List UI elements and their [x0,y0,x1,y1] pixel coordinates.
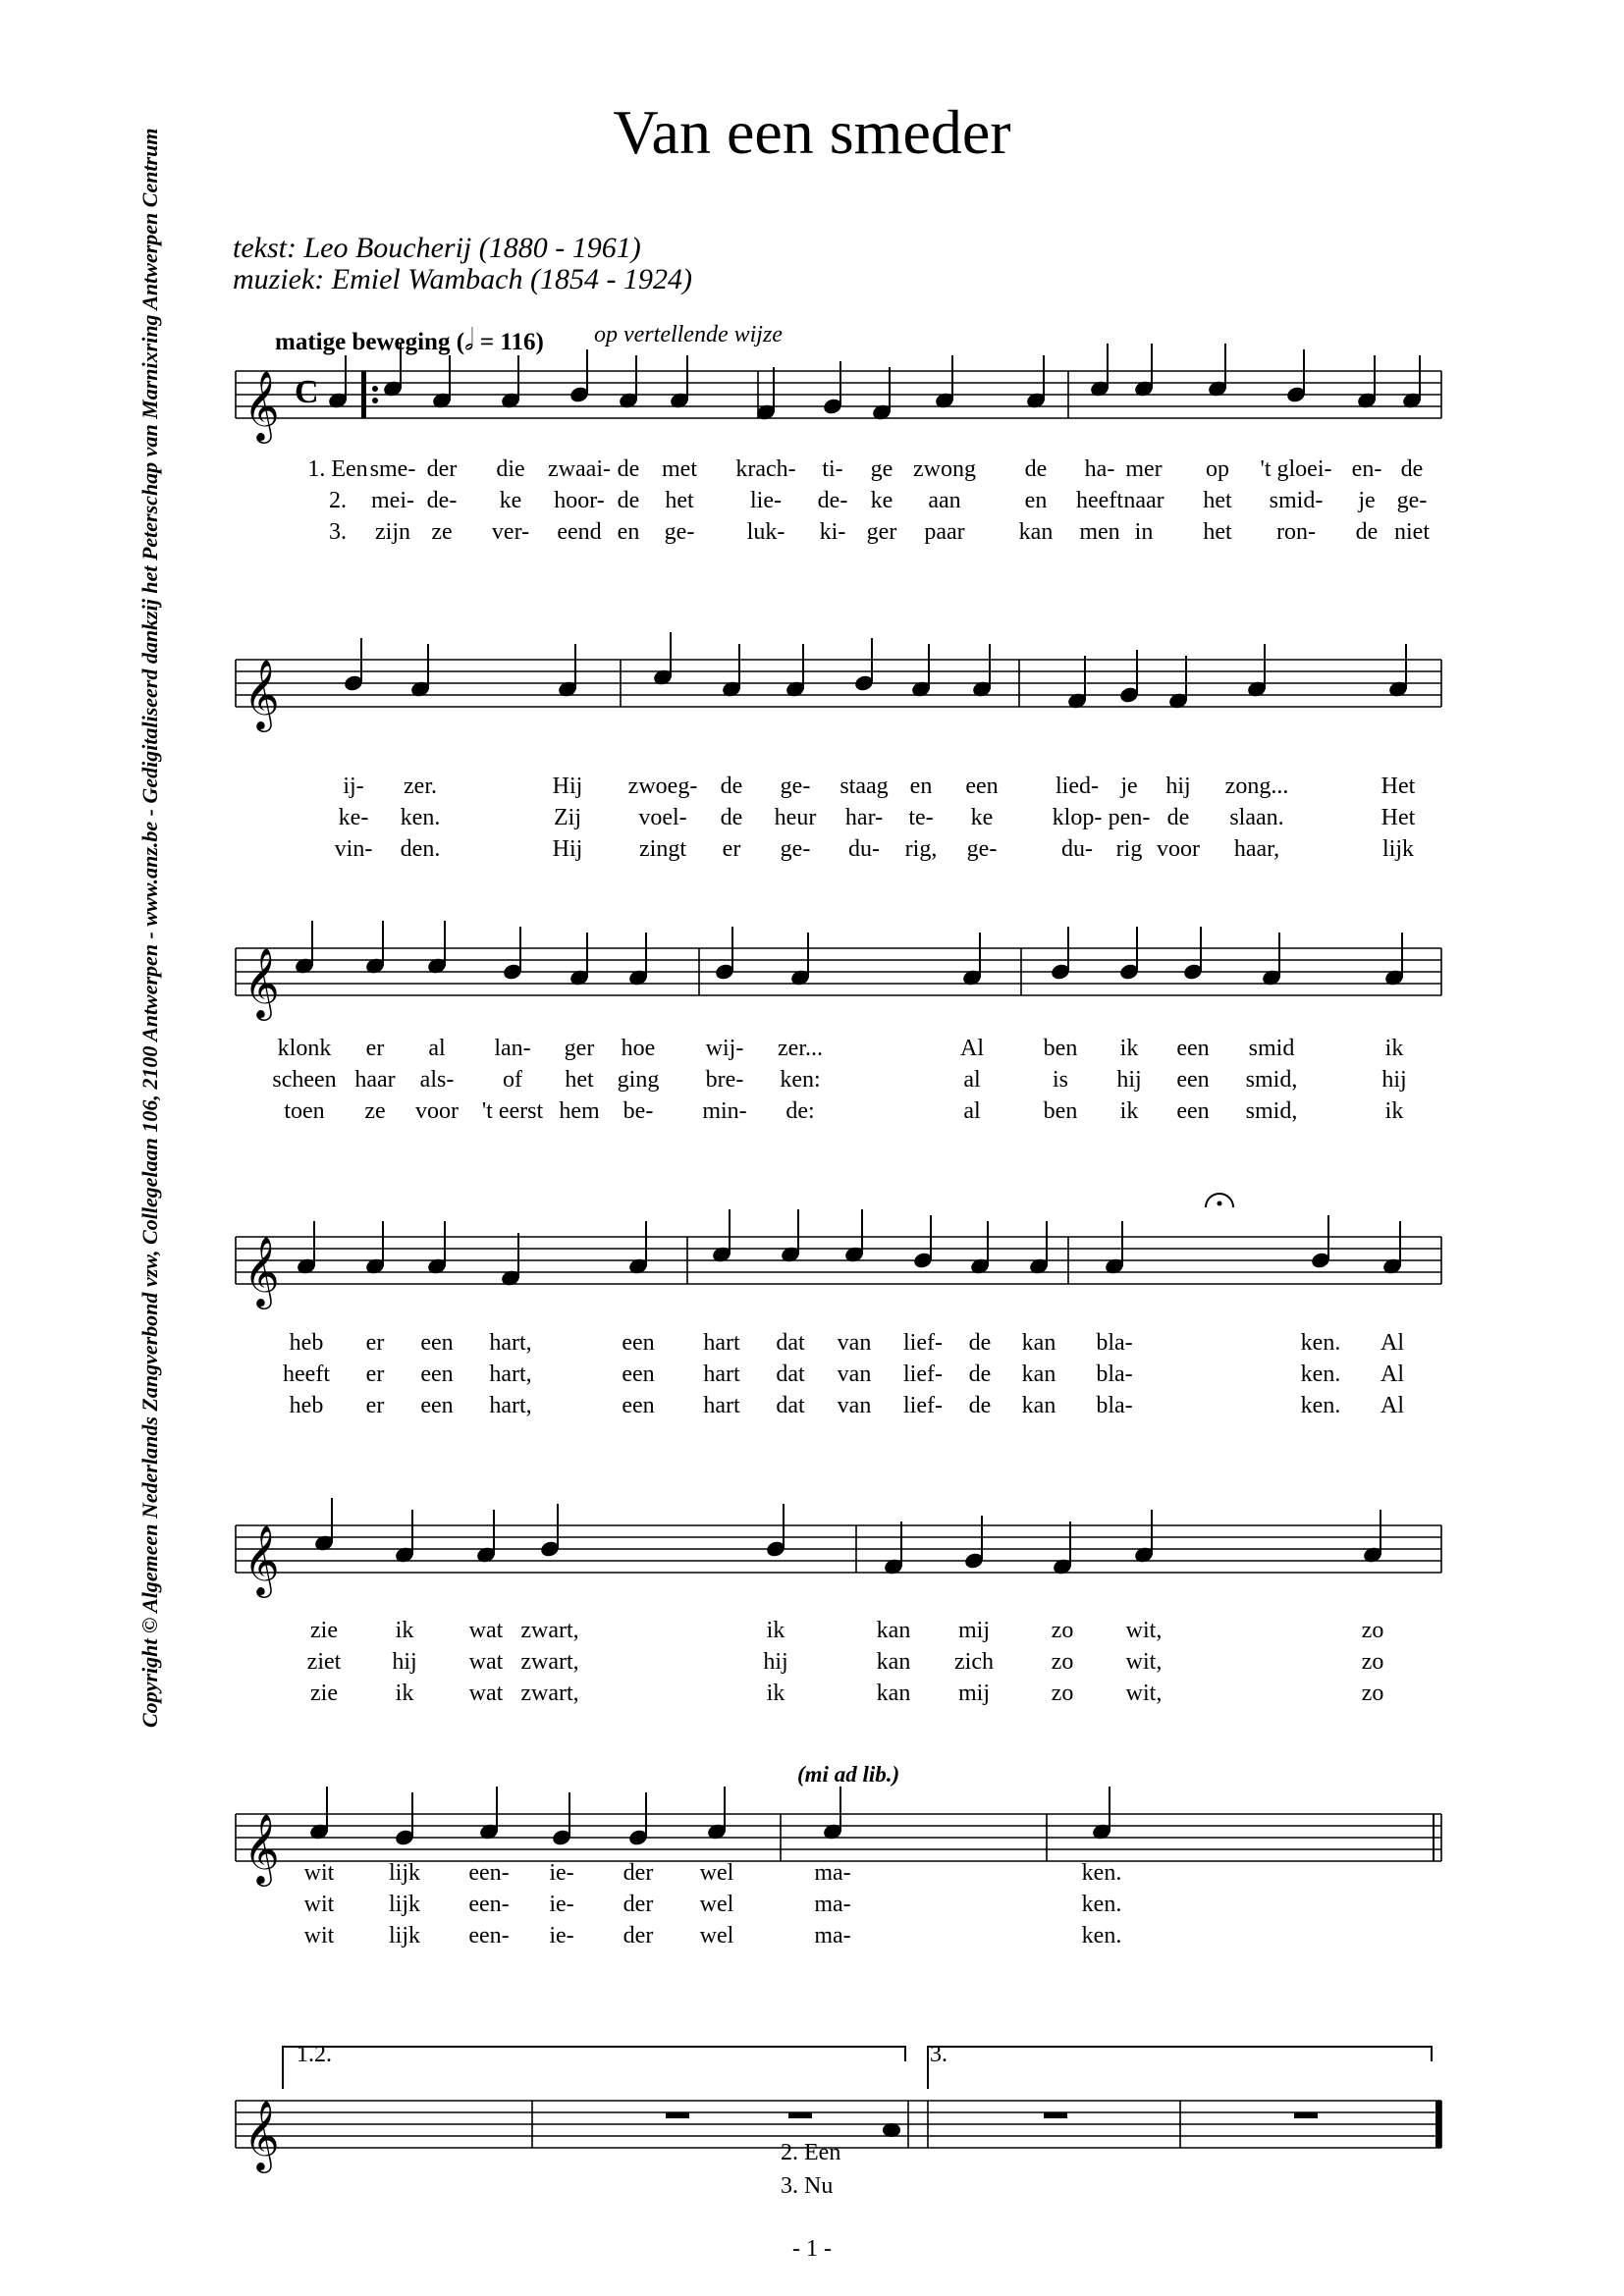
lyric-syllable: van [837,1393,872,1418]
lyric-syllable: niet [1394,519,1430,545]
lyric-syllable: zijn [375,519,410,545]
lyric-syllable: ge- [780,774,811,799]
lyric-syllable: de [1166,805,1190,830]
lyric-syllable: smid, [1245,1067,1298,1093]
lyric-syllable: hij [392,1649,417,1675]
treble-clef-icon: 𝄞 [244,946,280,1018]
lyric-syllable: de [617,456,640,482]
lyric-syllable: ma- [814,1892,851,1917]
lyric-syllable: het [665,488,694,513]
lyric-syllable: ron- [1276,519,1316,545]
lyric-syllable: smid, [1245,1098,1298,1124]
tempo-description: op vertellende wijze [594,322,783,347]
half-note-icon: 𝅗𝅥 [464,324,474,356]
lyric-syllable: het [1203,488,1232,513]
lyric-syllable: de: [785,1098,815,1124]
lyric-syllable: slaan. [1229,805,1284,830]
lyric-syllable: 1. Een [307,456,368,482]
lyric-syllable: een [420,1362,454,1387]
lyric-syllable: ke [970,805,994,830]
lyric-syllable: ge- [664,519,695,545]
lyric-syllable: heur [774,805,817,830]
lyric-syllable: ti- [822,456,843,482]
lyric-syllable: zer. [404,774,437,799]
lyric-syllable: ik [395,1681,414,1706]
lyric-syllable: klonk [277,1036,332,1061]
lyric-syllable: mei- [371,488,414,513]
treble-clef-icon: 𝄞 [244,1235,280,1307]
lyric-syllable: hij [1116,1067,1142,1093]
lyric-syllable: zwoeg- [627,774,698,799]
lyric-syllable: du- [1061,836,1093,862]
lyric-syllable: ken. [1300,1393,1341,1418]
lyric-syllable: heeft [283,1362,330,1387]
lyric-syllable: een [622,1330,655,1356]
lyric-syllable: een [1176,1098,1210,1124]
lyric-syllable: ik [1384,1036,1404,1061]
lyric-syllable: ki- [819,519,846,545]
lyric-syllable: klop- [1052,805,1103,830]
lyric-syllable: als- [419,1067,455,1093]
whole-rest [666,2112,689,2118]
staff-system-3 [236,946,1441,1021]
lyric-syllable: ge- [780,836,811,862]
lyric-syllable: lief- [903,1330,943,1356]
lyric-syllable: staag [839,774,889,799]
lyric-syllable: wel [699,1892,734,1917]
lyric-syllable: ik [1119,1098,1139,1124]
lyric-syllable: zwong [913,456,976,482]
lyric-syllable: har- [844,805,884,830]
lyric-syllable: der [426,456,458,482]
lyric-syllable: dat [776,1330,805,1356]
lyric-syllable: scheen [272,1067,337,1093]
lyric-syllable: ger [564,1036,595,1061]
treble-clef-icon: 𝄞 [244,2099,280,2170]
lyric-syllable: toen [284,1098,325,1124]
lyric-syllable: ging [617,1067,660,1093]
lyric-syllable: lie- [750,488,782,513]
lyric-syllable: is [1052,1067,1069,1093]
lyric-syllable: bla- [1096,1330,1133,1356]
lyric-syllable: Hij [552,774,583,799]
lyric-syllable: men [1079,519,1120,545]
lyric-syllable: Al [1380,1330,1404,1356]
lyric-syllable: zong... [1224,774,1289,799]
second-ending-label: 3. [930,2042,947,2067]
lyric-syllable: ik [766,1618,785,1643]
lyric-syllable: in [1134,519,1154,545]
lyric-syllable: be- [623,1098,654,1124]
lyric-syllable: je [1120,774,1138,799]
treble-clef-icon: 𝄞 [244,1523,280,1595]
lyric-syllable: ik [395,1618,414,1643]
lyric-syllable: wel [699,1923,734,1949]
lyric-syllable: lijk [1381,836,1415,862]
lyric-syllable: bla- [1096,1393,1133,1418]
lyric-syllable: hem [559,1098,600,1124]
lyric-syllable: dat [776,1393,805,1418]
lyric-syllable: hart, [489,1393,532,1418]
lyric-syllable: ge- [966,836,998,862]
lyric-syllable: ge [870,456,893,482]
lyric-syllable: en- [1351,456,1382,482]
lyric-syllable: hart [703,1330,740,1356]
lyric-syllable: Hij [552,836,583,862]
lyric-syllable: die [496,456,525,482]
lyric-syllable: mij [957,1618,991,1643]
lyric-syllable: ken: [780,1067,821,1093]
lyric-syllable: ie- [549,1892,574,1917]
lyric-syllable: zwaai- [548,456,611,482]
lyric-syllable: de [968,1330,992,1356]
lyric-syllable: de [1355,519,1379,545]
lyric-syllable: der [623,1892,654,1917]
lyric-syllable: zwart, [520,1618,579,1643]
lyric-syllable: ie- [549,1923,574,1949]
lyric-syllable: de [617,488,640,513]
treble-clef-icon: 𝄞 [244,1812,280,1884]
lyric-syllable: heb [289,1330,324,1356]
lyric-syllable: of [503,1067,522,1093]
final-barline [1435,2101,1441,2148]
lyric-syllable: een- [468,1860,510,1886]
lyric-syllable: ziet [306,1649,342,1675]
lyric-syllable: zo [1361,1681,1384,1706]
lyric-syllable: naar [1123,488,1164,513]
lyric-syllable: hart [703,1393,740,1418]
lyric-syllable: de [720,805,743,830]
lyric-syllable: wat [468,1649,504,1675]
lyric-syllable: wit, [1125,1649,1163,1675]
lyric-syllable: lief- [903,1362,943,1387]
lyric-syllable: ik [1384,1098,1404,1124]
staff-system-5 [236,1523,1441,1598]
lyric-syllable: ha- [1084,456,1115,482]
lyric-syllable: lief- [903,1393,943,1418]
staff-system-4 [236,1235,1441,1309]
lyric-syllable: mer [1125,456,1163,482]
lyric-syllable: der [623,1860,654,1886]
lyric-syllable: kan [876,1681,911,1706]
pickup-lyric-verse-2: 2. Een [781,2140,841,2165]
lyric-syllable: op [1206,456,1229,482]
lyric-syllable: zwart, [520,1649,579,1675]
lyric-syllable: luk- [746,519,785,545]
lyric-syllable: Het [1380,805,1416,830]
lyric-syllable: der [623,1923,654,1949]
lyric-syllable: er [365,1330,385,1356]
lyric-syllable: wat [468,1618,504,1643]
lyric-syllable: zo [1051,1681,1074,1706]
tempo-label: matige beweging ( [275,329,465,355]
treble-clef-icon: 𝄞 [244,658,280,729]
first-ending-bracket [283,2047,905,2089]
lyric-syllable: wit [303,1923,335,1949]
lyric-syllable: 't eerst [481,1098,544,1124]
lyric-syllable: ken. [1300,1362,1341,1387]
lyric-syllable: al [963,1067,981,1093]
lyric-syllable: rig, [904,836,938,862]
lyric-syllable: van [837,1330,872,1356]
lyric-syllable: het [565,1067,594,1093]
lyric-syllable: lied- [1056,774,1099,799]
lyric-syllable: lijk [388,1923,421,1949]
treble-clef-icon: 𝄞 [244,369,280,441]
lyric-syllable: smid [1248,1036,1295,1061]
lyric-syllable: den. [400,836,441,862]
lyric-syllable: haar [354,1067,396,1093]
lyric-syllable: ken. [1081,1923,1122,1949]
lyric-syllable: bre- [705,1067,744,1093]
page-number: - 1 - [792,2236,832,2262]
lyric-syllable: du- [848,836,880,862]
lyric-syllable: hoe [621,1036,656,1061]
pickup-lyric-verse-3: 3. Nu [781,2173,834,2199]
lyric-syllable: ben [1043,1098,1078,1124]
lyric-syllable: rig [1115,836,1143,862]
lyric-syllable: hij [1165,774,1191,799]
repeat-start-barline [361,371,366,418]
lyric-syllable: zwart, [520,1681,579,1706]
lyric-syllable: het [1203,519,1232,545]
lyric-syllable: een [1176,1067,1210,1093]
lyric-syllable: kan [876,1618,911,1643]
lyric-syllable: krach- [735,456,796,482]
lyric-syllable: de [720,774,743,799]
lyric-syllable: zie [310,1681,338,1706]
lyric-syllable: al [963,1098,981,1124]
tempo-value: = 116) [473,329,544,355]
lyric-syllable: en [1024,488,1048,513]
lyric-syllable: kan [876,1649,911,1675]
lyric-syllable: ie- [549,1860,574,1886]
lyric-syllable: ger [866,519,897,545]
lyric-syllable: voel- [638,805,687,830]
lyric-syllable: met [662,456,697,482]
lyric-syllable: kan [1021,1393,1056,1418]
lyric-syllable: er [722,836,741,862]
lyric-syllable: een [965,774,999,799]
lyric-syllable: de- [426,488,458,513]
lyric-syllable: ij- [343,774,364,799]
lyric-syllable: ge- [1396,488,1428,513]
lyric-syllable: ik [1119,1036,1139,1061]
lyric-syllable: 't gloei- [1260,456,1332,482]
lyric-syllable: kan [1021,1330,1056,1356]
lyric-syllable: sme- [369,456,416,482]
lyric-syllable: voor [1157,836,1200,862]
lyric-syllable: wat [468,1681,504,1706]
lyric-syllable: eend [557,519,602,545]
lyric-syllable: kan [1018,519,1054,545]
lyric-syllable: een- [468,1923,510,1949]
lyric-syllable: een- [468,1892,510,1917]
common-time-signature: C [295,374,319,410]
lyric-syllable: haar, [1233,836,1280,862]
lyric-syllable: te- [908,805,934,830]
whole-rest [1044,2112,1067,2118]
lyric-syllable: ver- [491,519,530,545]
lyric-syllable: zingt [639,836,686,862]
lyric-syllable: lan- [494,1036,531,1061]
lyric-syllable: Al [960,1036,984,1061]
lyric-syllable: zo [1361,1649,1384,1675]
lyric-syllable: de [1400,456,1424,482]
lyric-syllable: heb [289,1393,324,1418]
lyric-syllable: zich [954,1649,994,1675]
lyric-syllable: pen- [1108,805,1151,830]
lyric-syllable: Al [1380,1393,1404,1418]
first-ending-label: 1.2. [297,2042,332,2067]
lyric-syllable: een [420,1393,454,1418]
lyric-syllable: hij [763,1649,788,1675]
lyric-syllable: een [622,1393,655,1418]
lyric-syllable: ken. [400,805,441,830]
fermata-dot [1218,1201,1222,1206]
lyric-syllable: Al [1380,1362,1404,1387]
lyric-syllable: ma- [814,1923,851,1949]
lyric-syllable: ze [364,1098,386,1124]
lyric-syllable: er [365,1393,385,1418]
lyric-syllable: wit [303,1860,335,1886]
lyric-syllable: ke- [338,805,369,830]
lyric-syllable: een [622,1362,655,1387]
repeat-dot [372,398,378,403]
lyric-syllable: de [968,1362,992,1387]
lyric-syllable: wit [303,1892,335,1917]
lyric-syllable: ke [499,488,522,513]
lyric-syllable: vin- [334,836,373,862]
lyric-syllable: ke [870,488,893,513]
lyric-syllable: hoor- [554,488,605,513]
lyric-syllable: smid- [1269,488,1324,513]
lyricist-credit: tekst: Leo Boucherij (1880 - 1961) [233,232,641,264]
lyric-syllable: zie [310,1618,338,1643]
lyric-syllable: ze [431,519,453,545]
lyric-syllable: al [428,1036,446,1061]
lyric-syllable: dat [776,1362,805,1387]
lyric-syllable: de [968,1393,992,1418]
lyric-syllable: en [617,519,640,545]
lyric-syllable: en [909,774,933,799]
lyric-syllable: wit, [1125,1681,1163,1706]
lyric-syllable: een [1176,1036,1210,1061]
lyric-syllable: je [1358,488,1376,513]
lyric-syllable: de [1024,456,1048,482]
lyric-syllable: zo [1361,1618,1384,1643]
lyric-syllable: heeft [1076,488,1123,513]
lyric-syllable: ben [1043,1036,1078,1061]
lyric-syllable: kan [1021,1362,1056,1387]
lyric-syllable: voor [415,1098,459,1124]
lyric-syllable: er [365,1362,385,1387]
lyric-syllable: hart, [489,1330,532,1356]
lyric-syllable: 2. [329,488,347,513]
note-head [883,2123,900,2137]
lyric-syllable: mij [957,1681,991,1706]
lyric-syllable: wij- [705,1036,744,1061]
repeat-dot [372,386,378,392]
lyric-syllable: Het [1380,774,1416,799]
lyric-syllable: wit, [1125,1618,1163,1643]
lyric-syllable: paar [924,519,965,545]
lyric-syllable: Zij [554,805,581,830]
lyric-syllable: zer... [778,1036,823,1061]
lyric-syllable: 3. [329,519,347,545]
lyric-syllable: de- [817,488,848,513]
lyric-syllable: hij [1381,1067,1407,1093]
lyric-syllable: hart, [489,1362,532,1387]
lyric-syllable: zo [1051,1618,1074,1643]
whole-rest [1294,2112,1318,2118]
lyric-syllable: aan [928,488,961,513]
lyric-syllable: min- [702,1098,747,1124]
lyric-syllable: van [837,1362,872,1387]
song-title: Van een smeder [613,97,1011,167]
lyric-syllable: ken. [1300,1330,1341,1356]
lyric-syllable: zo [1051,1649,1074,1675]
composer-credit: muziek: Emiel Wambach (1854 - 1924) [233,263,692,295]
lyric-syllable: bla- [1096,1362,1133,1387]
lyric-syllable: ken. [1081,1860,1122,1886]
second-ending-bracket [928,2047,1432,2089]
lyric-syllable: lijk [388,1860,421,1886]
lyric-syllable: lijk [388,1892,421,1917]
lyric-syllable: ken. [1081,1892,1122,1917]
ad-lib-annotation: (mi ad lib.) [797,1762,900,1787]
half-rest [788,2112,812,2118]
copyright-notice: Copyright © Algemeen Nederlands Zangverbond vzw, Collegelaan 106, 2100 Antwerpen - www.anz.be - Gedigitaliseerd dankzij het Peterschap van Marnixring Antwerpen Centrum [137,128,162,1728]
lyric-syllable: ik [766,1681,785,1706]
lyric-syllable: er [365,1036,385,1061]
lyric-syllable: wel [699,1860,734,1886]
lyric-syllable: een [420,1330,454,1356]
lyric-syllable: ma- [814,1860,851,1886]
lyric-syllable: hart [703,1362,740,1387]
